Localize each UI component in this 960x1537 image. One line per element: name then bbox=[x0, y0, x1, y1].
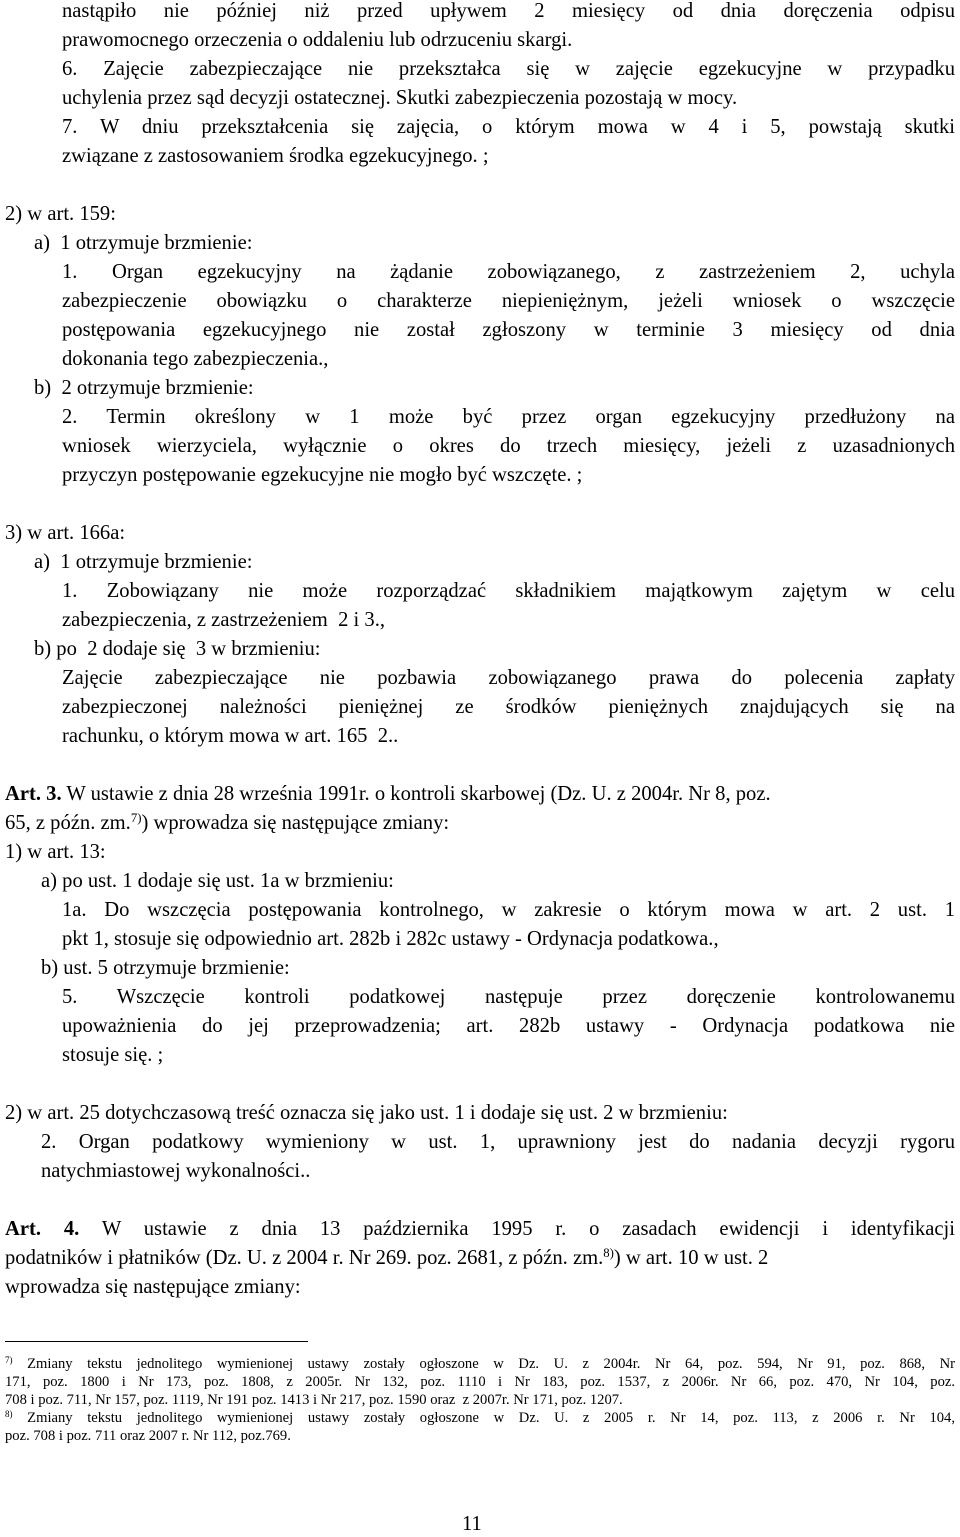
text-line: wprowadza się następujące zmiany: bbox=[5, 1276, 301, 1298]
text-line: dokonania tego zabezpieczenia., bbox=[62, 348, 329, 370]
article-4-label: Art. 4. bbox=[5, 1218, 80, 1240]
text-line: 2. Termin określony w 1 może być przez organ egzekucyjny przedłużony na bbox=[62, 406, 955, 428]
text-line: zabezpieczenia, z zastrzeżeniem 2 i 3., bbox=[62, 609, 386, 631]
text-line: 2. Organ podatkowy wymieniony w ust. 1, uprawniony jest do nadania decyzji rygoru bbox=[41, 1131, 955, 1153]
footnote-line bbox=[5, 1355, 955, 1373]
text-line: zabezpieczonej należności pieniężnej ze środków pieniężnych znajdujących się na bbox=[62, 696, 955, 718]
text-run: ) wprowadza się następujące zmiany: bbox=[141, 812, 450, 834]
text-run: podatników i płatników (Dz. U. z 2004 r. Nr 269. poz. 2681, z późn. zm. bbox=[5, 1247, 604, 1269]
text-line bbox=[5, 809, 449, 838]
text-line: b) po 2 dodaje się 3 w brzmieniu: bbox=[34, 638, 321, 660]
text-line: b) 2 otrzymuje brzmienie: bbox=[34, 377, 254, 399]
footnote-mark: 8) bbox=[5, 1409, 13, 1420]
text-line: uchylenia przez sąd decyzji ostatecznej. Skutki zabezpieczenia pozostają w mocy. bbox=[62, 87, 738, 109]
text-line: rachunku, o którym mowa w art. 165 2.. bbox=[62, 725, 399, 747]
text-line: a) 1 otrzymuje brzmienie: bbox=[34, 551, 253, 573]
footnote-ref: 7) bbox=[130, 810, 142, 825]
footnote-ref: 8) bbox=[603, 1245, 614, 1260]
page-number: 11 bbox=[462, 1513, 482, 1535]
text-line: związane z zastosowaniem środka egzekucyjnego. ; bbox=[62, 145, 489, 167]
text-line: wniosek wierzyciela, wyłącznie o okres do trzech miesięcy, jeżeli z uzasadnionych bbox=[62, 435, 955, 457]
text-line: 2) w art. 159: bbox=[5, 203, 116, 225]
text-line: 1. Organ egzekucyjny na żądanie zobowiązanego, z zastrzeżeniem 2, uchyla bbox=[62, 261, 955, 283]
text-run: 65, z późn. zm. bbox=[5, 812, 131, 834]
text-line: 1. Zobowiązany nie może rozporządzać składnikiem majątkowym zajętym w celu bbox=[62, 580, 955, 602]
text-line: 1) w art. 13: bbox=[5, 841, 106, 863]
article-3-line bbox=[5, 780, 771, 809]
text-line: 5. Wszczęcie kontroli podatkowej następuje przez doręczenie kontrolowanemu bbox=[62, 986, 955, 1008]
footnote-mark: 7) bbox=[5, 1355, 13, 1366]
text-line: prawomocnego orzeczenia o oddaleniu lub odrzuceniu skargi. bbox=[62, 29, 573, 51]
text-run: Zmiany tekstu jednolitego wymienionej ustawy zostały ogłoszone w Dz. U. z 2004r. Nr 64, poz. 594, Nr 91, poz. 868, Nr bbox=[12, 1356, 955, 1372]
text-line: Zajęcie zabezpieczające nie pozbawia zobowiązanego prawa do polecenia zapłaty bbox=[62, 667, 955, 689]
text-line: 1a. Do wszczęcia postępowania kontrolnego, w zakresie o którym mowa w art. 2 ust. 1 bbox=[62, 899, 955, 921]
article-4-line bbox=[5, 1215, 955, 1244]
footnote-separator bbox=[5, 1341, 308, 1342]
text-run: ) w art. 10 w ust. 2 bbox=[613, 1247, 769, 1269]
text-line: stosuje się. ; bbox=[62, 1044, 164, 1066]
text-line: zabezpieczenie obowiązku o charakterze niepieniężnym, jeżeli wniosek o wszczęcie bbox=[62, 290, 955, 312]
text-line: a) po ust. 1 dodaje się ust. 1a w brzmieniu: bbox=[41, 870, 394, 892]
footnote-line bbox=[5, 1409, 955, 1427]
footnote-line: 171, poz. 1800 i Nr 173, poz. 1808, z 2005r. Nr 132, poz. 1110 i Nr 183, poz. 1537, z 2006r. Nr 66, poz. 470, Nr 104, poz. bbox=[5, 1374, 955, 1390]
text-line: pkt 1, stosuje się odpowiednio art. 282b i 282c ustawy - Ordynacja podatkowa., bbox=[62, 928, 719, 950]
text-line: 3) w art. 166a: bbox=[5, 522, 126, 544]
footnote-line: poz. 708 i poz. 711 oraz 2007 r. Nr 112, poz.769. bbox=[5, 1428, 291, 1444]
text-line: a) 1 otrzymuje brzmienie: bbox=[34, 232, 253, 254]
text-line: przyczyn postępowanie egzekucyjne nie mogło być wszczęte. ; bbox=[62, 464, 583, 486]
text-run: W ustawie z dnia 28 września 1991r. o kontroli skarbowej (Dz. U. z 2004r. Nr 8, poz. bbox=[66, 783, 771, 805]
text-line: natychmiastowej wykonalności.. bbox=[41, 1160, 311, 1182]
text-line: 2) w art. 25 dotychczasową treść oznacza się jako ust. 1 i dodaje się ust. 2 w brzmieniu: bbox=[5, 1102, 728, 1124]
text-line: 6. Zajęcie zabezpieczające nie przekształca się w zajęcie egzekucyjne w przypadku bbox=[62, 58, 955, 80]
text-line: 7. W dniu przekształcenia się zajęcia, o którym mowa w 4 i 5, powstają skutki bbox=[62, 116, 955, 138]
footnote-line: 708 i poz. 711, Nr 157, poz. 1119, Nr 191 poz. 1413 i Nr 217, poz. 1590 oraz z 2007r. Nr 171, poz. 1207. bbox=[5, 1392, 623, 1408]
text-run: W ustawie z dnia 13 października 1995 r. o zasadach ewidencji i identyfikacji bbox=[101, 1218, 955, 1240]
text-line: postępowania egzekucyjnego nie został zgłoszony w terminie 3 miesięcy od dnia bbox=[62, 319, 955, 341]
text-line: nastąpiło nie później niż przed upływem 2 miesięcy od dnia doręczenia odpisu bbox=[62, 0, 955, 22]
text-line: upoważnienia do jej przeprowadzenia; art. 282b ustawy - Ordynacja podatkowa nie bbox=[62, 1015, 955, 1037]
text-line bbox=[5, 1244, 768, 1273]
text-run: Zmiany tekstu jednolitego wymienionej ustawy zostały ogłoszone w Dz. U. z 2005 r. Nr 14, poz. 113, z 2006 r. Nr 104, bbox=[12, 1410, 955, 1426]
text-line: b) ust. 5 otrzymuje brzmienie: bbox=[41, 957, 290, 979]
article-3-label: Art. 3. bbox=[5, 783, 62, 805]
